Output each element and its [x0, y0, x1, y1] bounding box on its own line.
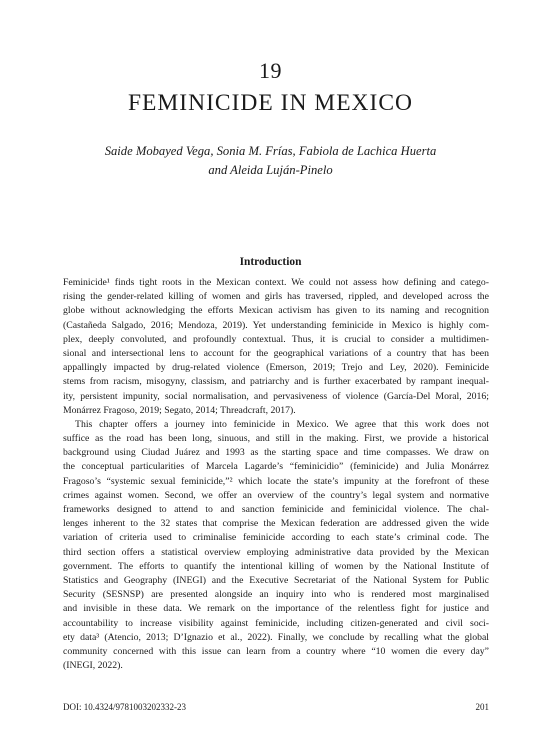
- chapter-title: FEMINICIDE IN MEXICO: [127, 90, 413, 116]
- text-line: Feminicide¹ finds tight roots in the Mexican context. We could not assess how defining and catego-: [63, 277, 489, 288]
- text-line: Statistics and Geography (INEGI) and the Executive Secretariat of the National System for Public: [63, 574, 489, 586]
- footer-doi: DOI: 10.4324/9781003202332-23: [63, 702, 186, 712]
- text-line: accountability to increase visibility against feminicide, including citizen-generated and civil soci-: [63, 617, 489, 629]
- text-line: government. The efforts to quantify the intentional killing of women by the National Institute of: [63, 560, 489, 572]
- text-line: globe without acknowledging the efforts Mexican activism has given to its naming and recognition: [63, 305, 489, 317]
- authors-line-2: and Aleida Luján-Pinelo: [208, 163, 333, 177]
- text-line: community concerned with this issue can learn from a country where “10 women die every day”: [63, 645, 489, 657]
- section-heading: Introduction: [239, 256, 302, 268]
- text-line: the conceptual particularities of Marcela Lagarde’s “feminicidio” (feminicide) and Julia Monárrez: [63, 461, 489, 473]
- text-line: (Castañeda Salgado, 2016; Mendoza, 2019). Yet understanding feminicide in Mexico is highly com-: [63, 319, 489, 331]
- text-line: frameworks designed to attend to and sanction feminicide and feminicidal violence. The chal-: [63, 504, 489, 515]
- chapter-number: 19: [259, 58, 282, 83]
- text-line: crimes against women. Second, we offer an overview of the country’s legal system and normative: [63, 489, 489, 501]
- text-line: variation of criteria used to criminalise feminicide according to each state’s criminal code. The: [63, 532, 489, 544]
- text-line: sional and intersectional lens to account for the geographical variations of a country that has been: [63, 347, 489, 359]
- text-line: Security (SESNSP) are presented alongside an inquiry into who is rendered most marginalised: [63, 589, 489, 601]
- text-line: (INEGI, 2022).: [63, 660, 123, 672]
- text-line: and invisible in these data. We remark on the importance of the relentless fight for justice and: [63, 603, 489, 615]
- text-line: suffice as the road has been long, sinuous, and still in the making. First, we provide a historical: [63, 433, 489, 445]
- text-line: This chapter offers a journey into feminicide in Mexico. We agree that this work does not: [75, 418, 489, 430]
- text-line: rising the gender-related killing of women and girls has traversed, rippled, and developed across the: [63, 291, 489, 303]
- page-number: 201: [475, 702, 489, 712]
- text-line: lenges inherent to the 32 states that comprise the Mexican federation are addressed given the wide: [63, 518, 489, 530]
- text-line: third section offers a statistical overview employing administrative data provided by the Mexican: [63, 546, 489, 558]
- text-line: Monárrez Fragoso, 2019; Segato, 2014; Threadcraft, 2017).: [63, 404, 296, 416]
- text-line: ety data³ (Atencio, 2013; D’Ignazio et al., 2022). Finally, we conclude by recalling what the global: [63, 631, 489, 643]
- text-line: ity, persistent impunity, social normalisation, and pervasiveness of violence (García-Del Moral, 2016;: [63, 390, 489, 402]
- text-line: plex, deeply convoluted, and profoundly contextual. Thus, it is crucial to consider a multidimen-: [63, 333, 489, 345]
- text-line: stems from racism, misogyny, classism, and patriarchy and is further exacerbated by rampant inequal-: [63, 376, 489, 388]
- chapter-authors: [0, 142, 541, 180]
- text-line: background using Ciudad Juárez and 1993 as the starting space and time compasses. We draw on: [63, 447, 489, 459]
- text-line: appallingly impacted by drug-related violence (Emerson, 2019; Trejo and Ley, 2020). Feminicide: [63, 362, 489, 374]
- authors-line-1: Saide Mobayed Vega, Sonia M. Frías, Fabiola de Lachica Huerta: [104, 144, 437, 158]
- paragraph-2: [63, 418, 489, 673]
- body-text: [63, 276, 489, 673]
- paragraph-1: [63, 276, 489, 418]
- text-line: Fragoso’s “systemic sexual feminicide,”² which locate the state’s impunity at the forefront of these: [63, 475, 489, 487]
